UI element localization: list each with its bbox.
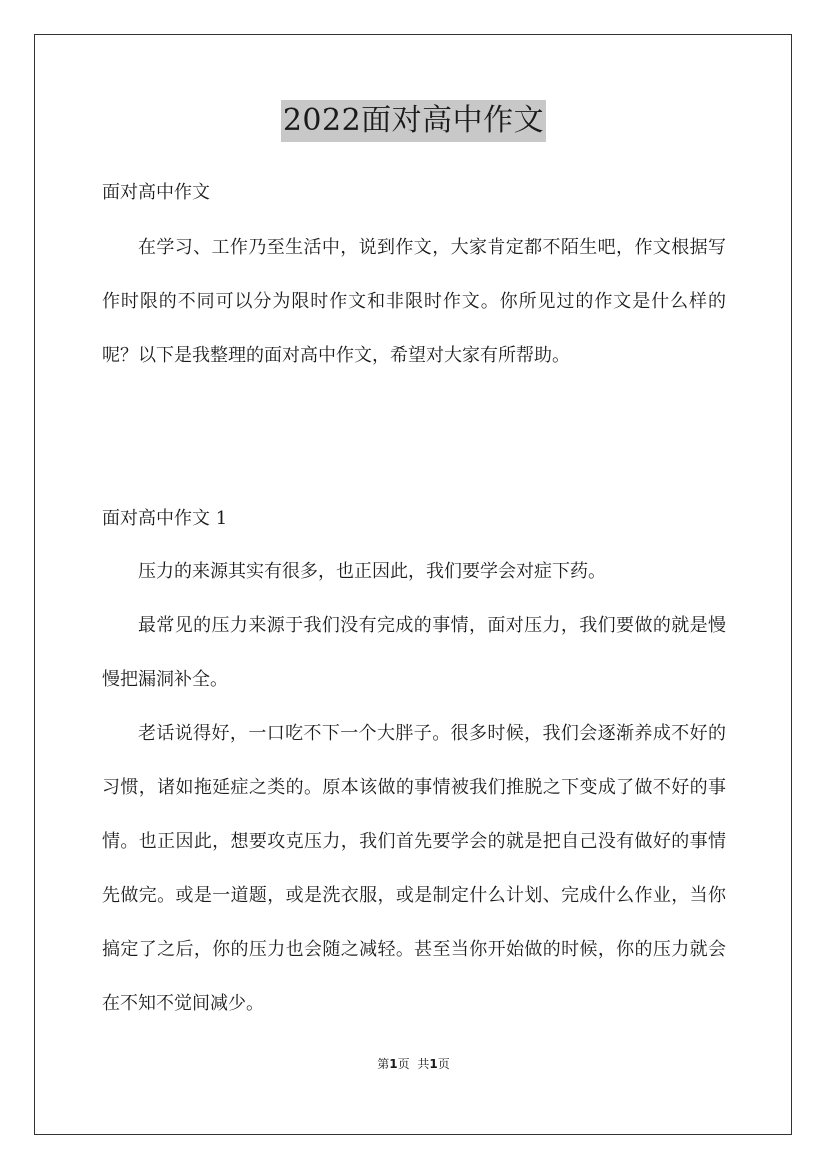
body-paragraph: 压力的来源其实有很多，也正因此，我们要学会对症下药。 [138,561,606,582]
body-paragraph: 老话说得好，一口吃不下一个大胖子。很多时候，我们会逐渐养成不好的习惯，诸如拖延症之类的。原本该做的事情被我们推脱之下变成了做不好的事情。也正因此，想要攻克压力，我们首先要学会的就是把自己没有做好的事情先做完。或是一道题，或是洗衣服，或是制定什么计划、完成什么作业，当你搞定了之后，你的压力也会随之减轻。甚至当你开始做的时候，你的压力就会在不知不觉间减少。 [102,723,726,1014]
title-wrapper [0,100,827,142]
intro-paragraph: 在学习、工作乃至生活中，说到作文，大家肯定都不陌生吧，作文根据写作时限的不同可以分为限时作文和非限时作文。你所见过的作文是什么样的呢？以下是我整理的面对高中作文，希望对大家有所帮助。 [102,237,726,366]
total-prefix: 共 [417,1057,430,1071]
intro-heading: 面对高中作文 [102,182,210,203]
page-footer [0,1055,827,1072]
document-title: 2022面对高中作文 [281,100,546,142]
page-current: 1 [389,1057,398,1071]
page-suffix: 页 [397,1057,410,1071]
total-suffix: 页 [437,1057,450,1071]
section-heading: 面对高中作文 1 [102,508,228,529]
body-paragraph: 最常见的压力来源于我们没有完成的事情，面对压力，我们要做的就是慢慢把漏洞补全。 [102,615,726,690]
page-total: 1 [429,1057,438,1071]
page-prefix: 第 [377,1057,390,1071]
